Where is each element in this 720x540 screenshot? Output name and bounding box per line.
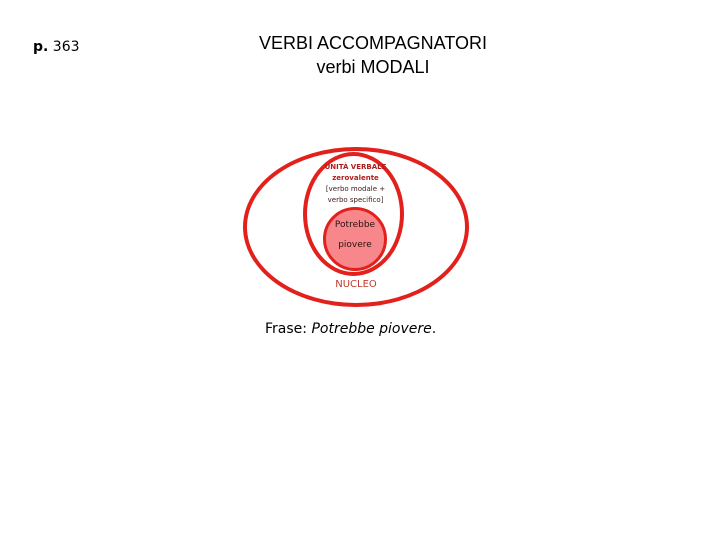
title-line-1: VERBI ACCOMPAGNATORI [258,33,488,53]
title-line-2: verbi MODALI [316,57,430,77]
sentence-example: Potrebbe piovere [311,321,432,337]
sentence-label: Frase: [265,321,307,337]
page-ref-number: 363 [52,39,80,55]
page-ref-prefix: p. [33,39,49,55]
unit-title: UNITÀ VERBALE [324,163,387,171]
nucleo-label: NUCLEO [335,279,377,290]
verb-line-2: piovere [338,240,372,250]
sentence-end: . [431,321,437,337]
slide-title [228,31,518,79]
unit-valence: zerovalente [332,174,379,182]
verb-text [323,215,387,255]
verb-unit-diagram [243,147,469,307]
example-sentence [265,321,436,337]
unit-formula-line-1: [verbo modale + [325,185,386,193]
verb-line-1: Potrebbe [334,220,376,230]
verb-unit-description [313,162,398,206]
unit-formula-line-2: verbo specifico] [327,196,384,204]
page-reference [33,39,80,55]
